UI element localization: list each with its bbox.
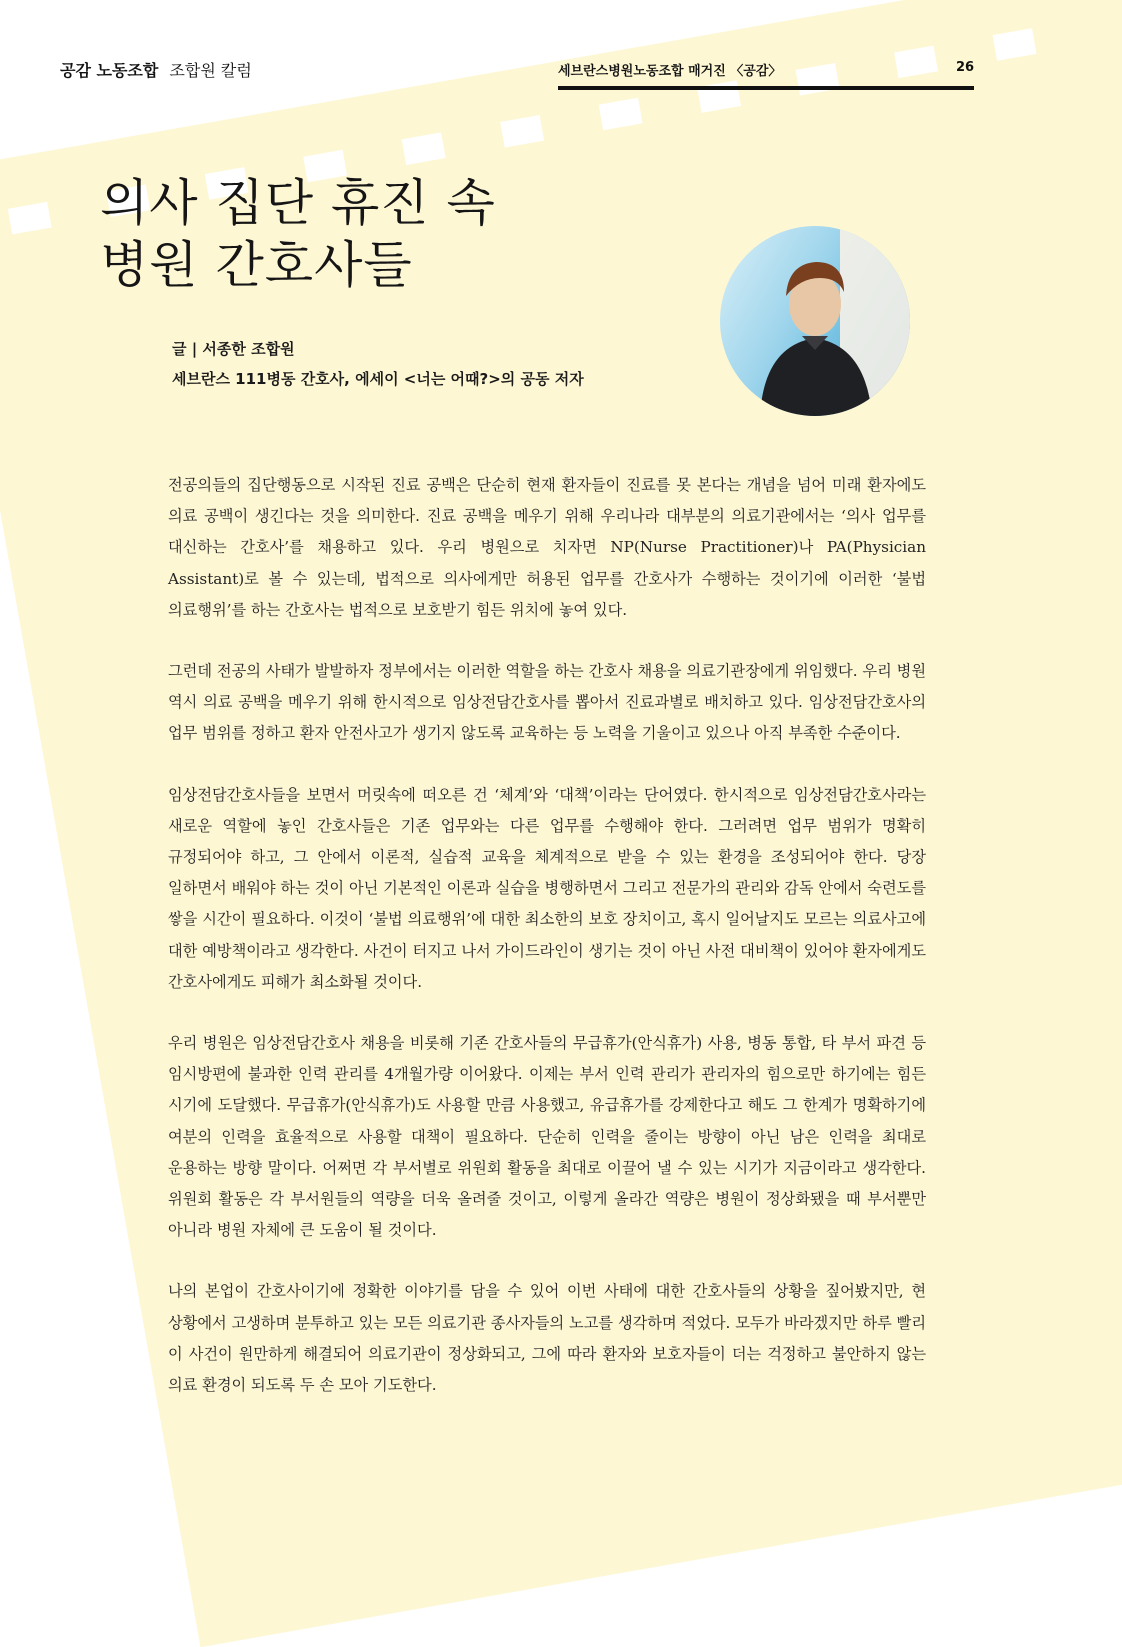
page-number: 26 — [956, 60, 975, 75]
author-photo — [720, 226, 910, 416]
paragraph: 임상전담간호사들을 보면서 머릿속에 떠오른 건 ‘체계’와 ‘대책’이라는 단어였다. 한시적으로 임상전담간호사라는 새로운 역할에 놓인 간호사들은 기존 업무와는 다른 업무를 수행해야 한다. 그러려면 업무 범위가 명확히 규정되어야 하고, 그 안에서 이론적, 실습적 교육을 체계적으로 받을 수 있는 환경을 조성되어야 한다. 당장 일하면서 배워야 하는 것이 아닌 기본적인 이론과 실습을 병행하면서 그리고 전문가의 관리와 감독 안에서 숙련도를 쌓을 시간이 필요하다. 이것이 ‘불법 의료행위’에 대한 최소한의 보호 장치이고, 혹시 일어날지도 모르는 의료사고에 대한 예방책이라고 생각한다. 사건이 터지고 나서 가이드라인이 생기는 것이 아닌 사전 대비책이 있어야 환자에게도 간호사에게도 피해가 최소화될 것이다. — [168, 785, 926, 991]
section-label-bold: 공감 노동조합 — [60, 61, 159, 80]
film-hole — [402, 132, 446, 165]
article-body — [168, 470, 926, 1431]
byline-author: 글 | 서종한 조합원 — [172, 340, 295, 358]
paragraph: 그런데 전공의 사태가 발발하자 정부에서는 이러한 역할을 하는 간호사 채용을 의료기관장에게 위임했다. 우리 병원 역시 의료 공백을 메우기 위해 한시적으로 임상전담간호사를 뽑아서 진료과별로 배치하고 있다. 임상전담간호사의 업무 범위를 정하고 환자 안전사고가 생기지 않도록 교육하는 등 노력을 기울이고 있으나 아직 부족한 수준이다. — [168, 662, 926, 743]
film-hole — [500, 115, 544, 148]
page-header — [0, 0, 1122, 100]
article-title — [100, 172, 496, 296]
paragraph: 나의 본업이 간호사이기에 정확한 이야기를 담을 수 있어 이번 사태에 대한 간호사들의 상황을 짚어봤지만, 현 상황에서 고생하며 분투하고 있는 모든 의료기관 종사자들의 노고를 생각하며 적었다. 모두가 바라겠지만 하루 빨리 이 사건이 원만하게 해결되어 의료기관이 정상화되고, 그에 따라 환자와 보호자들이 더는 걱정하고 불안하지 않는 의료 환경이 되도록 두 손 모아 기도한다. — [168, 1282, 926, 1395]
paragraph: 우리 병원은 임상전담간호사 채용을 비롯해 기존 간호사들의 무급휴가(안식휴가) 사용, 병동 통합, 타 부서 파견 등 임시방편에 불과한 인력 관리를 4개월가량 이어왔다. 이제는 부서 인력 관리가 관리자의 힘으로만 하기에는 힘든 시기에 도달했다. 무급휴가(안식휴가)도 사용할 만큼 사용했고, 유급휴가를 강제한다고 해도 그 한계가 명확하기에 여분의 인력을 효율적으로 사용할 대책이 필요하다. 단순히 인력을 줄이는 방향이 아닌 남은 인력을 최대로 운용하는 방향 말이다. 어쩌면 각 부서별로 위원회 활동을 최대로 이끌어 낼 수 있는 시기가 지금이라고 생각한다. 위원회 활동은 각 부서원들의 역량을 더욱 올려줄 것이고, 이렇게 올라간 역량은 병원이 정상화됐을 때 부서뿐만 아니라 병원 자체에 큰 도움이 될 것이다. — [168, 1034, 926, 1240]
magazine-name: 세브란스병원노동조합 매거진 〈공감〉 — [558, 64, 782, 79]
byline-description: 세브란스 111병동 간호사, 에세이 <너는 어때?>의 공동 저자 — [172, 370, 584, 388]
film-hole — [8, 202, 52, 235]
title-line-1: 의사 집단 휴진 속 — [100, 174, 496, 232]
author-portrait-illustration — [720, 226, 910, 416]
film-hole — [599, 98, 643, 131]
title-line-2: 병원 간호사들 — [100, 236, 413, 294]
header-rule — [558, 86, 974, 90]
section-label — [60, 58, 252, 81]
paragraph: 전공의들의 집단행동으로 시작된 진료 공백은 단순히 현재 환자들이 진료를 못 본다는 개념을 넘어 미래 환자에도 의료 공백이 생긴다는 것을 의미한다. 진료 공백을 메우기 위해 우리나라 대부분의 의료기관에서는 ‘의사 업무를 대신하는 간호사’를 채용하고 있다. 우리 병원으로 치자면 NP(Nurse Practitioner)나 PA(Physician Assistant)로 볼 수 있는데, 법적으로 의사에게만 허용된 업무를 간호사가 수행하는 것이기에 이러한 ‘불법 의료행위’를 하는 간호사는 법적으로 보호받기 힘든 위치에 놓여 있다. — [168, 476, 926, 619]
byline — [172, 334, 584, 394]
section-label-light: 조합원 칼럼 — [169, 61, 252, 80]
